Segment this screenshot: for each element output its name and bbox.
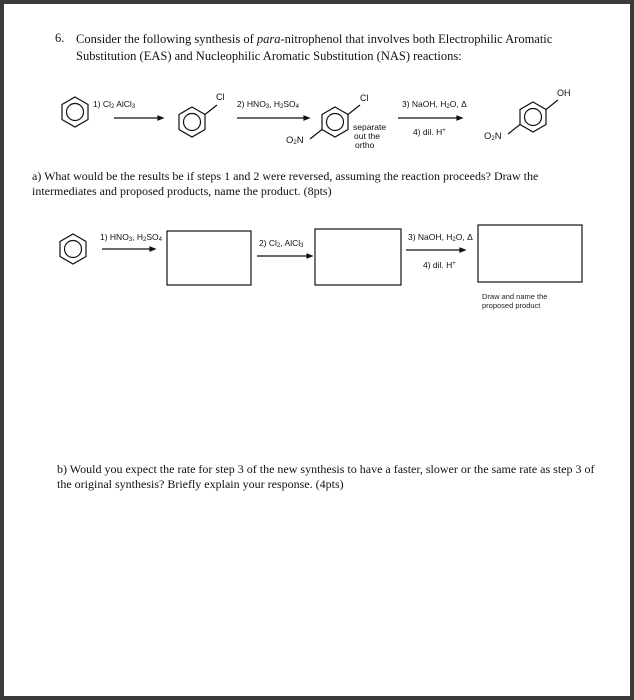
scheme1-step2-reagent: 2) $HNO_3$, $H_2SO_4$ bbox=[237, 99, 299, 110]
part-b-prompt: b) Would you expect the rate for step 3 of the new synthesis to have a faster, slower or the same rate as step 3 of the original synthesis? Briefly explain your response. (4pts) bbox=[57, 462, 595, 491]
scheme2-step2-reagent: 2) $Cl_2$, AlCl$_3$ bbox=[259, 238, 304, 249]
worksheet-page bbox=[4, 4, 630, 696]
scheme2-step3-reagent: 3) NaOH, $H_2O$, Δ bbox=[408, 232, 473, 243]
scheme2-step1-reagent: 1) $HNO_3$, $H_2SO_4$ bbox=[100, 232, 162, 243]
reaction-arrow-6 bbox=[406, 248, 465, 252]
reaction-arrow-4 bbox=[102, 247, 155, 251]
question-number: 6. bbox=[55, 31, 65, 45]
oh-substituent: OH bbox=[557, 88, 571, 98]
part-a-prompt: a) What would be the results be if steps 1 and 2 were reversed, assuming the reaction proceeds? Draw the intermediates and proposed products, name the product. (8pts) bbox=[32, 169, 539, 198]
product-note-line2: proposed product bbox=[482, 301, 541, 310]
chlorobenzene-structure bbox=[179, 105, 217, 137]
scheme1-step4-reagent: 4) dil. H+ bbox=[413, 127, 446, 137]
nitro-group-label-1: $O_2N$ bbox=[286, 135, 304, 146]
nitrophenol-structure bbox=[508, 100, 558, 134]
cl-substituent-1: Cl bbox=[216, 92, 225, 102]
benzene-ring-2 bbox=[60, 234, 86, 264]
nitro-group-label-2: $O_2N$ bbox=[484, 131, 502, 142]
benzene-ring-1 bbox=[62, 97, 88, 127]
answer-box-intermediate[interactable] bbox=[167, 231, 251, 285]
reaction-arrow-5 bbox=[257, 254, 312, 258]
cl-substituent-2: Cl bbox=[360, 93, 369, 103]
reaction-arrow-2 bbox=[237, 116, 309, 120]
reaction-arrow-3 bbox=[398, 116, 462, 120]
scheme2-step4-reagent: 4) dil. H+ bbox=[423, 260, 456, 270]
scheme1-step1-reagent: 1) $Cl_2$ AlCl$_3$ bbox=[93, 99, 136, 110]
answer-box-second-intermediate[interactable] bbox=[315, 229, 401, 285]
reaction-arrow-1 bbox=[114, 116, 163, 120]
question-prompt: Consider the following synthesis of para-nitrophenol that involves both Electrophilic Aromatic Substitution (EAS) and Nucleophilic Aromatic Substitution (NAS) reactions: bbox=[76, 32, 553, 63]
answer-box-final-product[interactable] bbox=[478, 225, 582, 282]
separate-note-line2: out the bbox=[354, 131, 380, 141]
separate-note-line1: separate bbox=[353, 122, 387, 132]
product-note-line1: Draw and name the bbox=[482, 292, 548, 301]
scheme1-step3-reagent: 3) NaOH, $H_2O$, Δ bbox=[402, 99, 467, 110]
separate-note-line3: ortho bbox=[355, 140, 375, 150]
